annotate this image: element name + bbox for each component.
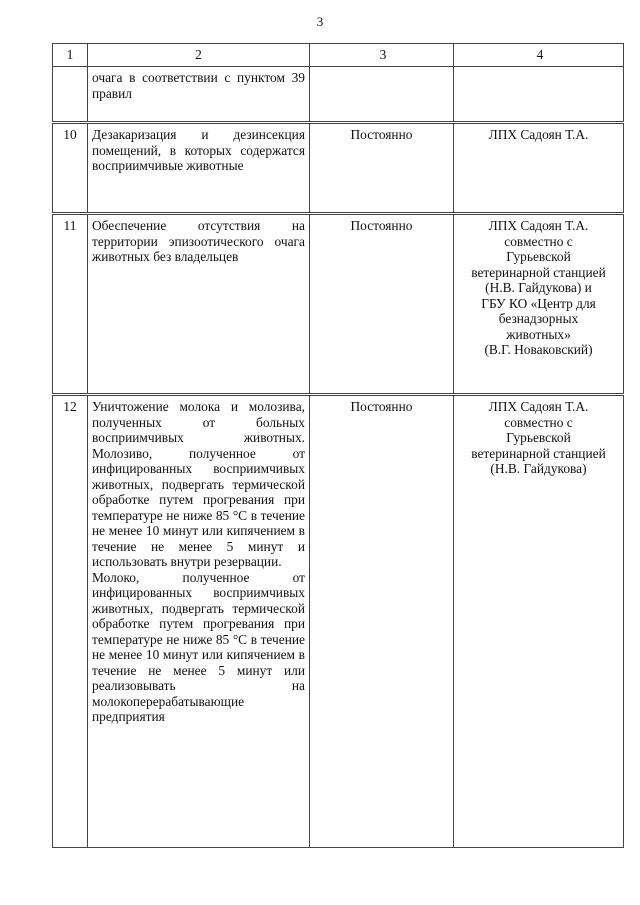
responsible-line: ГБУ КО «Центр для xyxy=(481,295,596,311)
measure-term xyxy=(310,67,454,123)
responsible-line: совместно с xyxy=(504,233,573,249)
column-header: 3 xyxy=(310,44,454,67)
responsible-line: ЛПХ Садоян Т.А. xyxy=(488,218,589,233)
responsible-line: (В.Г. Новаковский) xyxy=(484,342,593,357)
row-number: 11 xyxy=(53,214,88,395)
responsible-line: Гурьевской xyxy=(506,249,571,264)
responsible-line: совместно с xyxy=(504,414,573,430)
table-row xyxy=(53,395,624,848)
responsible-line: ЛПХ Садоян Т.А. xyxy=(488,127,589,142)
column-header: 2 xyxy=(88,44,310,67)
measure-description xyxy=(88,395,310,848)
page-number: 3 xyxy=(316,14,324,29)
measure-responsible xyxy=(454,395,624,848)
measure-description xyxy=(88,67,310,123)
row-number: 12 xyxy=(53,395,88,848)
column-header: 1 xyxy=(53,44,88,67)
responsible-line: безнадзорных xyxy=(498,311,579,326)
measure-paragraph: Дезакаризация и дезинсекция помещений, в которых содержатся восприимчивые животные xyxy=(92,127,305,173)
measure-description xyxy=(88,123,310,214)
measure-paragraph: Обеспечение отсутствия на территории эпизоотического очага животных без владельцев xyxy=(92,218,305,264)
responsible-line: Гурьевской xyxy=(506,430,571,445)
row-number: 10 xyxy=(53,123,88,214)
table-row xyxy=(53,214,624,395)
responsible-line: (Н.В. Гайдукова) xyxy=(490,461,587,476)
responsible-line: животных» xyxy=(506,326,571,342)
measure-paragraph: Молоко, полученное от инфицированных восприимчивых животных, подвергать термической обработке путем прогревания при температуре не ниже 85 °С в течение не менее 10 минут или кипячением в течение не менее 5 минут или реализовывать на молокоперерабатывающие предприятия xyxy=(92,569,305,724)
table-header-row xyxy=(53,44,624,67)
responsible-line: ветеринарной станцией xyxy=(471,264,606,280)
measure-description xyxy=(88,214,310,395)
responsible-line: (Н.В. Гайдукова) и xyxy=(485,280,592,295)
row-number xyxy=(53,67,88,123)
measure-term: Постоянно xyxy=(310,395,454,848)
table-row xyxy=(53,67,624,123)
measure-responsible xyxy=(454,67,624,123)
measure-term: Постоянно xyxy=(310,123,454,214)
measure-responsible xyxy=(454,214,624,395)
responsible-line: ЛПХ Садоян Т.А. xyxy=(488,399,589,414)
table-row xyxy=(53,123,624,214)
measure-responsible xyxy=(454,123,624,214)
column-header: 4 xyxy=(454,44,624,67)
measure-term: Постоянно xyxy=(310,214,454,395)
responsible-line: ветеринарной станцией xyxy=(471,445,606,461)
measures-table xyxy=(52,43,624,848)
measure-paragraph: очага в соответствии с пунктом 39 правил xyxy=(92,70,305,101)
measure-paragraph: Уничтожение молока и молозива, полученных от больных восприимчивых животных. Молозиво, полученное от инфицированных восприимчивых животных, подвергать термической обработке путем прогревания при температуре не ниже 85 °С в течение не менее 10 минут или кипячением в течение не менее 5 минут и использовать внутри резервации. xyxy=(92,399,305,569)
